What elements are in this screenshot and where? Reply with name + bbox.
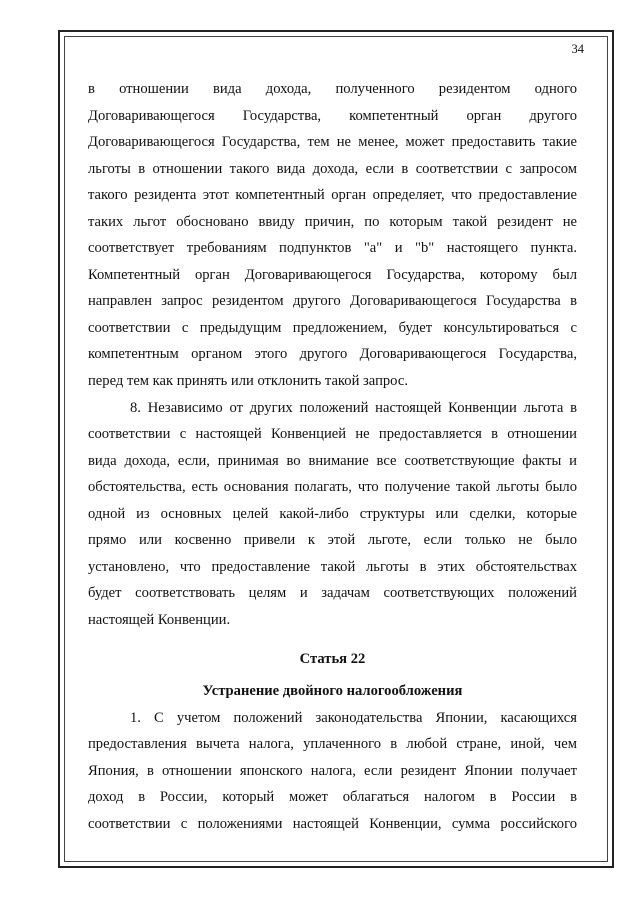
- article-paragraph-1: [88, 705, 577, 838]
- article-number-heading: Статья 22: [299, 651, 366, 668]
- text-line: одной из основных целей какой-либо структуры или сделки, которые: [88, 505, 577, 522]
- document-body: [88, 76, 577, 837]
- text-line: Япония, в отношении японского налога, если резидент Японии получает: [88, 762, 577, 779]
- text-line: доход в России, который может облагаться налогом в России в: [88, 789, 577, 806]
- text-line: Договаривающегося Государства, компетентный орган другого: [88, 107, 577, 124]
- text-line: будет соответствовать целям и задачам соответствующих положений: [88, 585, 577, 602]
- text-line: обстоятельства, есть основания полагать, что получение такой льготы было: [88, 479, 577, 496]
- text-line: перед тем как принять или отклонить такой запрос.: [88, 373, 408, 390]
- text-line: соответствии с положениями настоящей Конвенции, сумма российского: [88, 815, 577, 832]
- text-line: 8. Независимо от других положений настоящей Конвенции льгота в: [130, 399, 577, 416]
- text-line: соответствии с настоящей Конвенцией не предоставляется в отношении: [88, 426, 577, 443]
- text-line: прямо или косвенно привели к этой льготе, если только не было: [88, 532, 577, 549]
- text-line: предоставления вычета налога, уплаченного в любой стране, иной, чем: [88, 736, 577, 753]
- text-line: настоящей Конвенции.: [88, 611, 231, 628]
- page-number: 34: [571, 42, 584, 56]
- article-title-heading: Устранение двойного налогообложения: [202, 683, 463, 700]
- text-line: в отношении вида дохода, полученного резидентом одного: [88, 81, 577, 97]
- paragraph-8: [88, 395, 577, 634]
- text-line: установлено, что предоставление такой льготы в этих обстоятельствах: [88, 558, 577, 575]
- continuation-paragraph: [88, 76, 577, 395]
- text-line: соответствии с предыдущим предложением, будет консультироваться с: [88, 319, 577, 336]
- text-line: 1. С учетом положений законодательства Японии, касающихся: [130, 709, 577, 726]
- text-line: Договаривающегося Государства, тем не менее, может предоставить такие: [88, 134, 577, 151]
- text-line: направлен запрос резидентом другого Договаривающегося Государства в: [88, 293, 577, 310]
- text-line: компетентным органом этого другого Договаривающегося Государства,: [88, 346, 577, 363]
- text-line: вида дохода, если, принимая во внимание все соответствующие факты и: [88, 452, 577, 469]
- text-line: Компетентный орган Договаривающегося Государства, которому был: [88, 266, 577, 283]
- text-line: льготы в отношении такого вида дохода, если в соответствии с запросом: [88, 160, 577, 177]
- text-line: соответствует требованиям подпунктов "a" и "b" настоящего пункта.: [88, 240, 577, 257]
- text-line: таких льгот обосновано ввиду причин, по которым такой резидент не: [88, 213, 577, 230]
- text-line: такого резидента этот компетентный орган определяет, что предоставление: [88, 187, 577, 204]
